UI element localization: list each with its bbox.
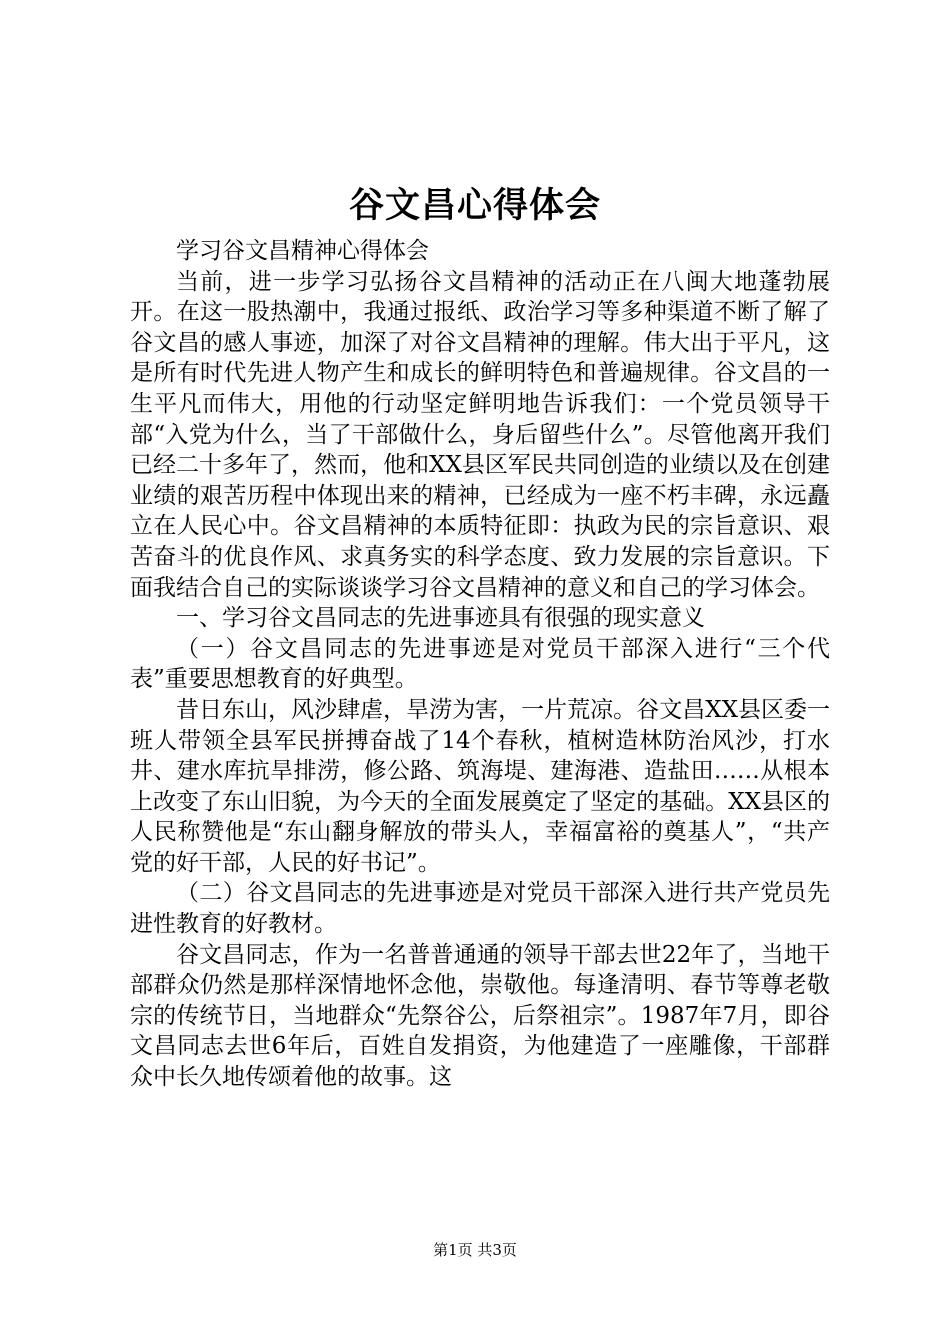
document-title: 谷文昌心得体会	[348, 185, 601, 226]
paragraph-dongshan: 昔日东山，风沙肆虐，旱涝为害，一片荒凉。谷文昌XX县区委一班人带领全县军民拼搏奋战了14个春秋，植树造林防治风沙，打水井、建水库抗旱排涝，修公路、筑海堤、建海港、造盐田……从根本上改变了东山旧貌，为今天的全面发展奠定了坚定的基础。XX县区的人民称赞他是“东山翻身解放的带头人，幸福富裕的奠基人”，“共产党的好干部，人民的好书记”。	[130, 696, 830, 876]
paragraph-memorial: 谷文昌同志，作为一名普普通通的领导干部去世22年了，当地干部群众仍然是那样深情地怀念他，崇敬他。每逢清明、春节等尊老敬宗的传统节日，当地群众“先祭谷公，后祭祖宗”。1987年7月，即谷文昌同志去世6年后，百姓自发捐资，为他建造了一座雕像，干部群众中长久地传颂着他的故事。这	[130, 941, 830, 1091]
section-heading-1: 一、学习谷文昌同志的先进事迹具有很强的现实意义	[176, 605, 705, 632]
paragraph-subtitle: 学习谷文昌精神心得体会	[176, 238, 429, 264]
subsection-heading-2: （二）谷文昌同志的先进事迹是对党员干部深入进行共产党员先进性教育的好教材。	[130, 880, 830, 938]
paragraph-intro: 当前，进一步学习弘扬谷文昌精神的活动正在八闽大地蓬勃展开。在这一股热潮中，我通过报纸、政治学习等多种渠道不断了解了谷文昌的感人事迹，加深了对谷文昌精神的理解。伟大出于平凡，这是所有时代先进人物产生和成长的鲜明特色和普遍规律。谷文昌的一生平凡而伟大，用他的行动坚定鲜明地告诉我们：一个党员领导干部“入党为什么，当了干部做什么，身后留些什么”。尽管他离开我们已经二十多年了，然而，他和XX县区军民共同创造的业绩以及在创建业绩的艰苦历程中体现出来的精神，已经成为一座不朽丰碑，永远矗立在人民心中。谷文昌精神的本质特征即：执政为民的宗旨意识、艰苦奋斗的优良作风、求真务实的科学态度、致力发展的宗旨意识。下面我结合自己的实际谈谈学习谷文昌精神的意义和自己的学习体会。	[130, 268, 830, 601]
document-body	[130, 236, 830, 1093]
subsection-heading-1: （一）谷文昌同志的先进事迹是对党员干部深入进行“三个代表”重要思想教育的好典型。	[130, 635, 830, 693]
page-footer: 第1页 共3页	[433, 1241, 517, 1259]
